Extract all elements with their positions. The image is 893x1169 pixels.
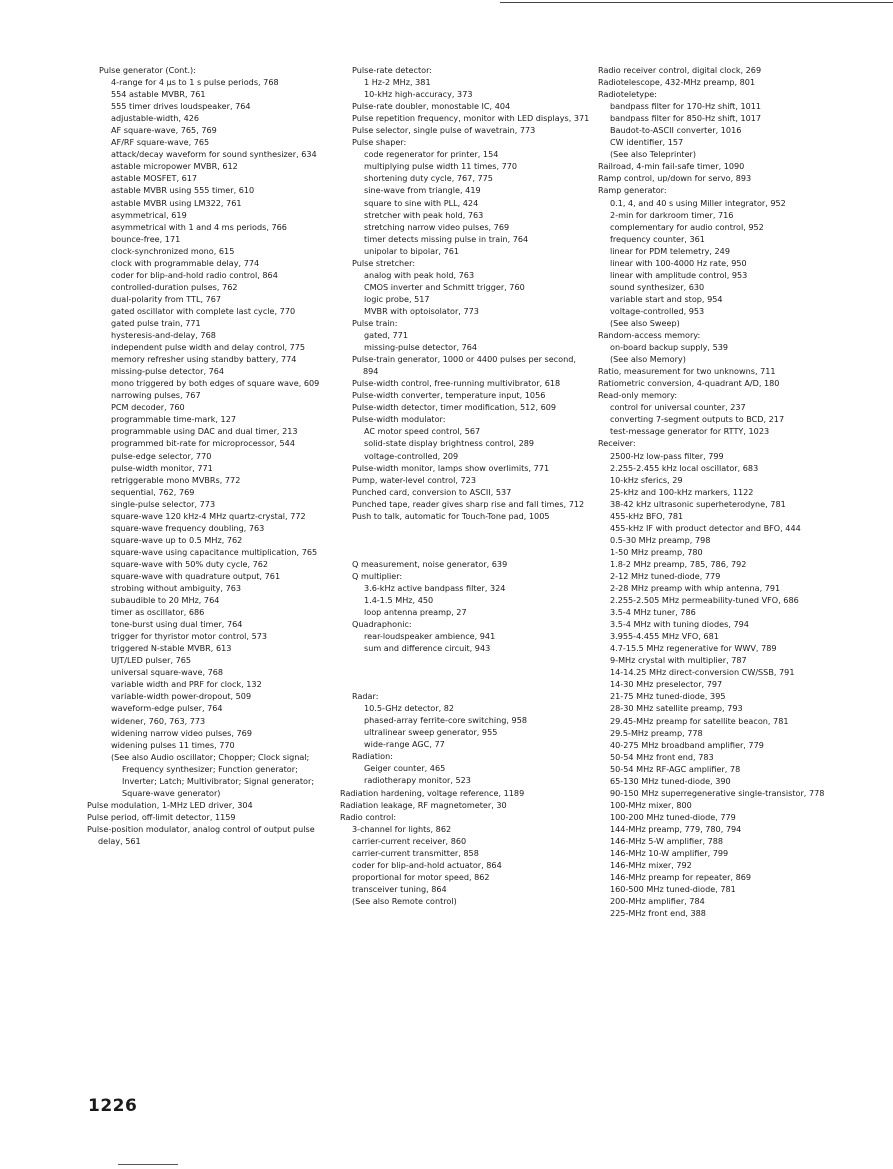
index-entry: 0.5-30 MHz preamp, 798: [610, 534, 711, 545]
index-entry: 1-50 MHz preamp, 780: [610, 546, 703, 557]
index-entry: timer detects missing pulse in train, 764: [364, 233, 529, 244]
index-entry: asymmetrical with 1 and 4 ms periods, 766: [111, 221, 287, 232]
index-entry: tone-burst using dual timer, 764: [111, 619, 243, 630]
index-column-3: [598, 64, 888, 919]
index-entry: AF square-wave, 765, 769: [111, 125, 217, 136]
index-entry: controlled-duration pulses, 762: [111, 281, 238, 292]
index-entry: Pulse shaper:: [352, 137, 407, 148]
index-entry: Quadraphonic:: [352, 619, 412, 630]
index-entry: Ramp control, up/down for servo, 893: [598, 173, 752, 184]
index-entry: Pulse-width modulator:: [352, 414, 446, 425]
page-number: 1226: [88, 1096, 138, 1116]
index-entry: test-message generator for RTTY, 1023: [610, 426, 770, 437]
index-entry: square-wave with 50% duty cycle, 762: [111, 558, 269, 569]
index-entry: timer as oscillator, 686: [111, 607, 205, 618]
index-entry: 2-28 MHz preamp with whip antenna, 791: [610, 583, 781, 594]
index-entry: variable-width power-dropout, 509: [111, 691, 252, 702]
index-entry: 146-MHz 5-W amplifier, 788: [610, 836, 724, 846]
index-entry: memory refresher using standby battery, 774: [111, 354, 297, 365]
index-entry: UJT/LED pulser, 765: [111, 655, 192, 666]
index-entry: (See also Sweep): [610, 317, 680, 328]
index-entry: square-wave using capacitance multiplication, 765: [111, 546, 318, 557]
index-entry: square-wave with quadrature output, 761: [111, 570, 281, 581]
index-column-1: [87, 64, 335, 847]
index-entry: Pulse-position modulator, analog control of output pulse delay, 561: [87, 823, 315, 846]
index-entry: Radiation:: [352, 751, 393, 762]
index-entry: 50-54 MHz RF-AGC amplifier, 78: [610, 763, 741, 774]
index-entry: strobing without ambiguity, 763: [111, 583, 242, 594]
index-entry: frequency counter, 361: [610, 233, 705, 244]
index-entry: widener, 760, 763, 773: [111, 715, 206, 726]
index-entry: Pulse selector, single pulse of wavetrain, 773: [352, 125, 536, 136]
index-entry: Pulse-width control, free-running multivibrator, 618: [352, 378, 561, 389]
index-entry: coder for blip-and-hold actuator, 864: [352, 859, 502, 870]
index-entry: independent pulse width and delay control, 775: [111, 342, 306, 353]
index-entry: Pulse-width monitor, lamps show overlimits, 771: [352, 462, 550, 473]
index-entry: trigger for thyristor motor control, 573: [111, 631, 268, 642]
index-entry: (See also Audio oscillator; Chopper; Clock signal; Frequency synthesizer; Function generator; Inverter; Latch; Multivibrator; Signal generator; Square-wave generator): [111, 751, 315, 798]
index-entry: 29.5-MHz preamp, 778: [610, 727, 703, 738]
index-entry: PCM decoder, 760: [111, 402, 185, 413]
index-entry: astable MOSFET, 617: [111, 173, 198, 184]
index-entry: adjustable-width, 426: [111, 113, 200, 124]
index-entry: shortening duty cycle, 767, 775: [364, 173, 493, 184]
index-entry: 25-kHz and 100-kHz markers, 1122: [610, 486, 754, 497]
index-entry: 1.8-2 MHz preamp, 785, 786, 792: [610, 558, 747, 569]
index-entry: multiplying pulse width 11 times, 770: [364, 161, 518, 172]
index-entry: 200-MHz amplifier, 784: [610, 896, 705, 907]
index-entry: 3.5-4 MHz with tuning diodes, 794: [610, 619, 749, 630]
index-entry: subaudible to 20 MHz, 764: [111, 595, 220, 606]
index-entry: narrowing pulses, 767: [111, 390, 201, 401]
index-entry: voltage-controlled, 953: [610, 305, 705, 316]
index-entry: universal square-wave, 768: [111, 667, 224, 678]
index-entry: MVBR with optoisolator, 773: [364, 305, 479, 316]
index-entry: 3.6-kHz active bandpass filter, 324: [364, 582, 506, 593]
index-entry: astable MVBR using 555 timer, 610: [111, 185, 255, 196]
index-entry: pulse-width monitor, 771: [111, 462, 213, 473]
index-entry: Pulse generator (Cont.):: [99, 65, 196, 75]
index-entry: variable width and PRF for clock, 132: [111, 679, 262, 690]
index-entry: AF/RF square-wave, 765: [111, 137, 210, 148]
index-entry: Ratiometric conversion, 4-quadrant A/D, 180: [598, 378, 780, 389]
index-entry: Railroad, 4-min fail-safe timer, 1090: [598, 161, 745, 172]
index-entry: analog with peak hold, 763: [364, 269, 475, 280]
index-entry: 0.1, 4, and 40 s using Miller integrator, 952: [610, 197, 786, 208]
index-entry: gated pulse train, 771: [111, 317, 201, 328]
index-entry: Pulse-rate doubler, monostable IC, 404: [352, 101, 511, 112]
index-entry: 14-30 MHz preselector, 797: [610, 679, 723, 690]
index-entry: proportional for motor speed, 862: [352, 871, 490, 882]
index-entry: Radiotelescope, 432-MHz preamp, 801: [598, 77, 756, 88]
index-entry: bandpass filter for 170-Hz shift, 1011: [610, 101, 762, 112]
index-entry: 455-kHz IF with product detector and BFO, 444: [610, 522, 801, 533]
index-entry: (See also Teleprinter): [610, 149, 697, 160]
index-entry: transceiver tuning, 864: [352, 883, 447, 894]
index-entry: 100-MHz mixer, 800: [610, 799, 692, 810]
index-entry: missing-pulse detector, 764: [111, 366, 225, 377]
index-entry: sound synthesizer, 630: [610, 281, 705, 292]
index-entry: asymmetrical, 619: [111, 209, 187, 220]
index-entry: CMOS inverter and Schmitt trigger, 760: [364, 281, 525, 292]
index-entry: on-board backup supply, 539: [610, 342, 729, 353]
index-entry: programmable using DAC and dual timer, 213: [111, 426, 298, 437]
index-entry: Punched card, conversion to ASCII, 537: [352, 486, 512, 497]
index-entry: triggered N-stable MVBR, 613: [111, 643, 232, 654]
index-entry: Geiger counter, 465: [364, 763, 446, 774]
index-entry: 10-kHz sferics, 29: [610, 474, 683, 485]
index-entry: linear for PDM telemetry, 249: [610, 245, 730, 256]
index-entry: CW identifier, 157: [610, 137, 684, 148]
top-rule: [500, 2, 893, 3]
index-entry: square to sine with PLL, 424: [364, 197, 479, 208]
index-entry: (See also Remote control): [352, 895, 457, 906]
index-entry: 2-12 MHz tuned-diode, 779: [610, 570, 721, 581]
index-entry: Pulse repetition frequency, monitor with LED displays, 371: [352, 113, 590, 124]
index-entry: 146-MHz mixer, 792: [610, 860, 692, 871]
index-entry: sine-wave from triangle, 419: [364, 185, 481, 196]
index-entry: carrier-current receiver, 860: [352, 835, 467, 846]
index-entry: gated oscillator with complete last cycle, 770: [111, 305, 296, 316]
index-entry: Radio receiver control, digital clock, 269: [598, 65, 762, 75]
index-entry: Pulse period, off-limit detector, 1159: [87, 811, 236, 822]
index-entry: stretcher with peak hold, 763: [364, 209, 484, 220]
index-entry: 10.5-GHz detector, 82: [364, 703, 455, 714]
index-entry: bandpass filter for 850-Hz shift, 1017: [610, 113, 762, 124]
index-entry: 29.45-MHz preamp for satellite beacon, 781: [610, 715, 789, 726]
index-entry: 3.955-4.455 MHz VFO, 681: [610, 631, 719, 642]
index-entry: single-pulse selector, 773: [111, 498, 216, 509]
index-entry: 144-MHz preamp, 779, 780, 794: [610, 823, 742, 834]
index-entry: carrier-current transmitter, 858: [352, 847, 479, 858]
index-entry: 555 timer drives loudspeaker, 764: [111, 101, 251, 112]
index-entry: 2500-Hz low-pass filter, 799: [610, 450, 724, 461]
index-entry: 554 astable MVBR, 761: [111, 89, 206, 100]
index-column-2: [340, 64, 590, 907]
index-entry: hysteresis-and-delay, 768: [111, 330, 216, 341]
index-entry: Q multiplier:: [352, 570, 403, 581]
index-entry: Radio control:: [340, 811, 397, 822]
index-entry: 4.7-15.5 MHz regenerative for WWV, 789: [610, 643, 777, 654]
index-entry: 146-MHz 10-W amplifier, 799: [610, 848, 729, 859]
index-entry: Ramp generator:: [598, 185, 667, 196]
index-entry: 100-200 MHz tuned-diode, 779: [610, 811, 736, 822]
index-entry: Ratio, measurement for two unknowns, 711: [598, 366, 776, 377]
index-entry: Pump, water-level control, 723: [352, 474, 476, 485]
index-entry: mono triggered by both edges of square wave, 609: [111, 378, 320, 389]
index-entry: Push to talk, automatic for Touch-Tone pad, 1005: [352, 510, 550, 521]
index-entry: radiotherapy monitor, 523: [364, 775, 471, 786]
index-entry: Pulse train:: [352, 317, 398, 328]
index-entry: Random-access memory:: [598, 330, 701, 341]
index-entry: 1 Hz-2 MHz, 381: [364, 77, 431, 88]
index-entry: 14-14.25 MHz direct-conversion CW/SSB, 791: [610, 667, 795, 678]
index-entry: sum and difference circuit, 943: [364, 643, 491, 654]
index-entry: attack/decay waveform for sound synthesizer, 634: [111, 149, 317, 160]
index-entry: missing-pulse detector, 764: [364, 342, 478, 353]
index-entry: loop antenna preamp, 27: [364, 606, 467, 617]
index-entry: Pulse-train generator, 1000 or 4400 pulses per second, 894: [352, 354, 576, 377]
index-entry: Q measurement, noise generator, 639: [352, 558, 508, 569]
index-entry: Pulse-width detector, timer modification, 512, 609: [352, 402, 557, 413]
index-entry: square-wave up to 0.5 MHz, 762: [111, 534, 243, 545]
index-entry: solid-state display brightness control, 289: [364, 438, 535, 449]
index-entry: voltage-controlled, 209: [364, 450, 459, 461]
index-entry: retriggerable mono MVBRs, 772: [111, 474, 241, 485]
index-entry: sequential, 762, 769: [111, 486, 195, 497]
index-entry: 3.5-4 MHz tuner, 786: [610, 607, 696, 618]
index-entry: linear with amplitude control, 953: [610, 269, 748, 280]
index-entry: waveform-edge pulser, 764: [111, 703, 223, 714]
index-entry: 2.255-2.505 MHz permeability-tuned VFO, 686: [610, 595, 799, 606]
index-entry: 38-42 kHz ultrasonic superheterodyne, 781: [610, 498, 786, 509]
index-entry: phased-array ferrite-core switching, 958: [364, 715, 527, 726]
index-entry: 2.255-2.455 kHz local oscillator, 683: [610, 462, 759, 473]
index-entry: control for universal counter, 237: [610, 402, 746, 413]
index-entry: rear-loudspeaker ambience, 941: [364, 631, 496, 642]
index-entry: wide-range AGC, 77: [364, 739, 445, 750]
index-entry: widening pulses 11 times, 770: [111, 739, 235, 750]
index-entry: unipolar to bipolar, 761: [364, 245, 460, 256]
index-entry: 1.4-1.5 MHz, 450: [364, 594, 434, 605]
index-entry: programmed bit-rate for microprocessor, 544: [111, 438, 295, 449]
index-entry: Baudot-to-ASCII converter, 1016: [610, 125, 742, 136]
index-entry: widening narrow video pulses, 769: [111, 727, 252, 738]
index-entry: variable start and stop, 954: [610, 293, 723, 304]
index-entry: Radiation hardening, voltage reference, 1189: [340, 787, 525, 798]
index-entry: 50-54 MHz front end, 783: [610, 751, 714, 762]
index-entry: 225-MHz front end, 388: [610, 908, 706, 919]
index-entry: Pulse-width converter, temperature input, 1056: [352, 390, 546, 401]
index-entry: 2-min for darkroom timer, 716: [610, 209, 734, 220]
index-entry: logic probe, 517: [364, 293, 430, 304]
index-entry: 28-30 MHz satellite preamp, 793: [610, 703, 743, 714]
index-entry: (See also Memory): [610, 354, 686, 365]
index-entry: clock with programmable delay, 774: [111, 257, 260, 268]
index-entry: bounce-free, 171: [111, 233, 181, 244]
index-entry: Radioteletype:: [598, 89, 657, 100]
index-entry: square-wave 120 kHz-4 MHz quartz-crystal, 772: [111, 510, 306, 521]
index-entry: 455-kHz BFO, 781: [610, 510, 684, 521]
index-entry: Punched tape, reader gives sharp rise and fall times, 712: [352, 498, 585, 509]
index-entry: clock-synchronized mono, 615: [111, 245, 235, 256]
index-entry: 90-150 MHz superregenerative single-transistor, 778: [610, 787, 825, 798]
index-entry: 10-kHz high-accuracy, 373: [364, 89, 473, 100]
index-entry: Pulse stretcher:: [352, 257, 416, 268]
index-entry: Pulse-rate detector:: [352, 65, 433, 75]
index-entry: 40-275 MHz broadband amplifier, 779: [610, 739, 764, 750]
index-entry: dual-polarity from TTL, 767: [111, 293, 222, 304]
index-entry: Radar:: [352, 691, 379, 702]
index-entry: gated, 771: [364, 330, 408, 341]
index-entry: 160-500 MHz tuned-diode, 781: [610, 884, 736, 895]
index-entry: complementary for audio control, 952: [610, 221, 764, 232]
index-entry: 3-channel for lights, 862: [352, 823, 452, 834]
index-entry: 65-130 MHz tuned-diode, 390: [610, 775, 731, 786]
index-entry: stretching narrow video pulses, 769: [364, 221, 510, 232]
index-entry: linear with 100-4000 Hz rate, 950: [610, 257, 747, 268]
index-entry: Radiation leakage, RF magnetometer, 30: [340, 799, 507, 810]
index-entry: ultralinear sweep generator, 955: [364, 727, 498, 738]
index-entry: programmable time-mark, 127: [111, 414, 236, 425]
index-entry: astable MVBR using LM322, 761: [111, 197, 242, 208]
index-entry: 9-MHz crystal with multiplier, 787: [610, 655, 747, 666]
index-entry: AC motor speed control, 567: [364, 426, 481, 437]
index-entry: Pulse modulation, 1-MHz LED driver, 304: [87, 799, 253, 810]
index-entry: code regenerator for printer, 154: [364, 149, 499, 160]
index-entry: Receiver:: [598, 438, 636, 449]
index-entry: 4-range for 4 μs to 1 s pulse periods, 768: [111, 77, 279, 88]
bottom-rule: [118, 1164, 178, 1165]
index-entry: astable micropower MVBR, 612: [111, 161, 238, 172]
index-entry: square-wave frequency doubling, 763: [111, 522, 265, 533]
index-entry: 146-MHz preamp for repeater, 869: [610, 872, 752, 883]
index-entry: converting 7-segment outputs to BCD, 217: [610, 414, 785, 425]
index-entry: 21-75 MHz tuned-diode, 395: [610, 691, 726, 702]
index-entry: coder for blip-and-hold radio control, 864: [111, 269, 278, 280]
index-entry: Read-only memory:: [598, 390, 678, 401]
index-entry: pulse-edge selector, 770: [111, 450, 212, 461]
